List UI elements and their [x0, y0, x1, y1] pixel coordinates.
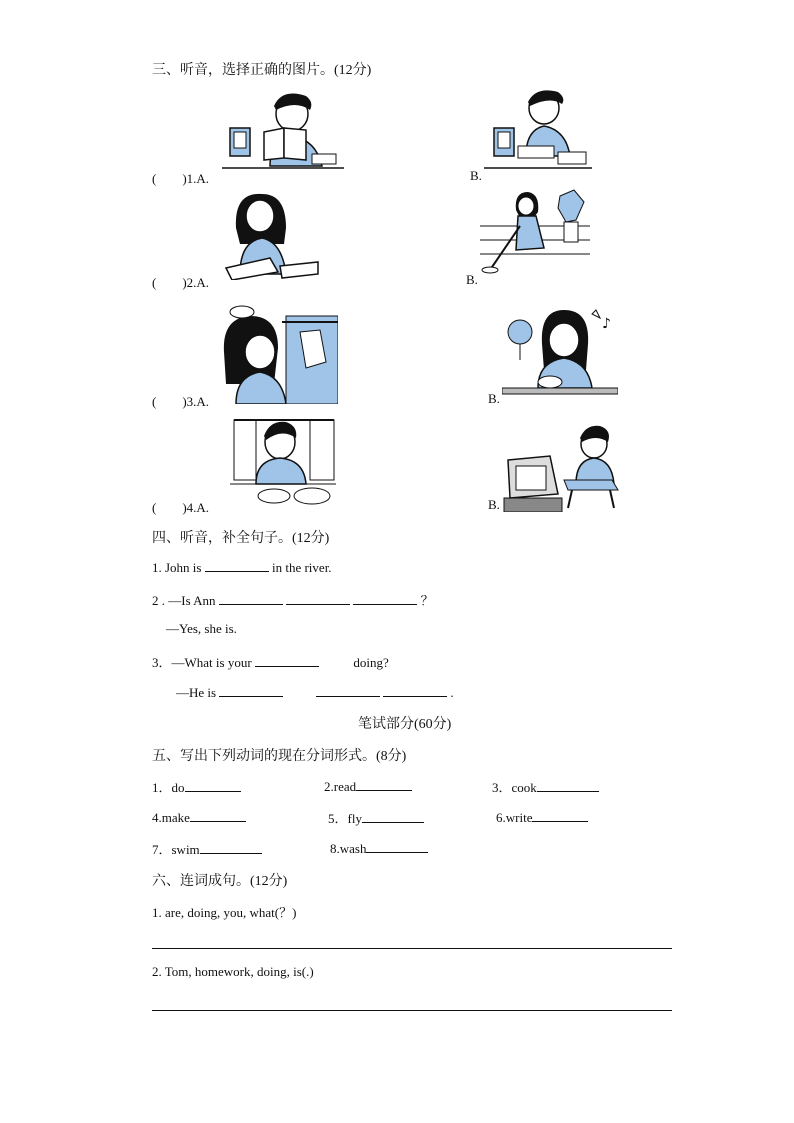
word-item: [328, 808, 424, 827]
answer-blank[interactable]: [219, 591, 283, 605]
word-label: 8.wash: [330, 841, 367, 856]
answer-blank[interactable]: [185, 778, 241, 792]
question-2-label: ( )2.A.: [152, 275, 210, 290]
question-3-option-b: B.: [488, 391, 500, 406]
svg-text:♪: ♪: [602, 316, 611, 332]
word-label: 7．swim: [152, 842, 200, 857]
answer-blank[interactable]: [362, 809, 424, 823]
fill-sentence-1: [152, 558, 332, 576]
word-item: [324, 777, 412, 795]
sentence-2-reply: —Yes, she is.: [166, 621, 237, 636]
answer-blank[interactable]: [356, 777, 412, 791]
answer-blank[interactable]: [190, 808, 246, 822]
answer-line[interactable]: [152, 1010, 672, 1011]
picture-4a-boy-eating: [230, 418, 336, 510]
picture-4b-boy-watching-tv: [502, 424, 628, 512]
fill-sentence-2: [152, 590, 434, 609]
fill-sentence-3-reply: [176, 683, 454, 701]
sentence-3-start: 3．—What is your: [152, 655, 252, 670]
sentence-3-reply-start: —He is: [176, 685, 217, 700]
written-part-title: 笔试部分(60分): [358, 717, 452, 732]
word-item: [152, 777, 241, 796]
section-5-title: 五、写出下列动词的现在分词形式。(8分): [152, 749, 407, 764]
answer-blank[interactable]: [316, 683, 380, 697]
question-1-label: ( )1.A.: [152, 171, 210, 186]
answer-blank[interactable]: [286, 591, 350, 605]
sentence-3-reply-end: .: [450, 685, 454, 700]
reorder-question-1: 1. are, doing, you, what(？): [152, 905, 297, 920]
word-item: [152, 808, 246, 826]
answer-blank[interactable]: [205, 558, 269, 572]
word-item: [492, 777, 599, 796]
answer-blank[interactable]: [366, 839, 428, 853]
answer-blank[interactable]: [537, 778, 599, 792]
sentence-2-end: ？: [420, 593, 434, 608]
word-label: 5．fly: [328, 811, 362, 826]
word-label: 4.make: [152, 810, 190, 825]
section-4-title: 四、听音，补全句子。(12分): [152, 531, 330, 546]
section-3-title: 三、听音，选择正确的图片。(12分): [152, 63, 372, 78]
picture-2a-girl-writing: [222, 188, 322, 280]
word-label: 2.read: [324, 779, 357, 794]
sentence-3-end: doing?: [353, 655, 389, 670]
picture-3a-girl-at-clothes: [220, 302, 338, 404]
answer-blank[interactable]: [219, 683, 283, 697]
picture-1a-boy-reading: [222, 84, 344, 176]
question-4-option-b: B.: [488, 497, 500, 512]
reorder-question-2: 2. Tom, homework, doing, is(.): [152, 964, 314, 979]
answer-blank[interactable]: [383, 683, 447, 697]
question-3-label: ( )3.A.: [152, 394, 210, 409]
answer-blank[interactable]: [532, 808, 588, 822]
word-item: [152, 839, 262, 858]
question-2-option-b: B.: [466, 272, 478, 287]
picture-2b-girl-cleaning: [480, 186, 590, 278]
sentence-2-start: 2 . —Is Ann: [152, 593, 216, 608]
question-1-option-b: B.: [470, 168, 482, 183]
answer-blank[interactable]: [353, 591, 417, 605]
picture-3b-girl-with-headphones: [502, 300, 618, 404]
answer-line[interactable]: [152, 948, 672, 949]
picture-1b-boy-writing: [484, 84, 592, 176]
sentence-1-start: 1. John is: [152, 560, 202, 575]
word-label: 1．do: [152, 780, 185, 795]
answer-blank[interactable]: [255, 653, 319, 667]
word-label: 6.write: [496, 810, 533, 825]
word-item: [496, 808, 588, 826]
word-label: 3．cook: [492, 780, 537, 795]
question-4-label: ( )4.A.: [152, 500, 210, 515]
fill-sentence-3: [152, 652, 389, 671]
answer-blank[interactable]: [200, 840, 262, 854]
word-item: [330, 839, 428, 857]
sentence-1-end: in the river.: [271, 560, 332, 575]
section-6-title: 六、连词成句。(12分): [152, 874, 288, 889]
